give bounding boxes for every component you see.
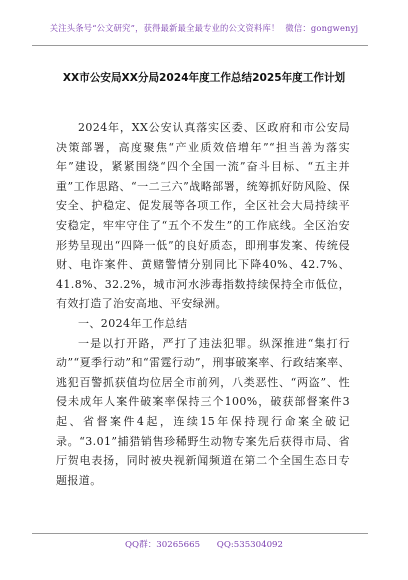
footer-contacts [0,538,408,550]
section-heading: 一、2024年工作总结 [78,316,188,330]
section-paragraph: 一是以打开路，严打了违法犯罪。纵深推进“集打行动”“夏季行动”和“雷霆行动”，刑事破案率、行政结案率、逃犯百警抓获值均位居全市前列，八类恶性、“两盗”、性侵未成年人案件破案率保持三个100%，破获部督案件3起、省督案件4起，连续15年保持现行命案全破记录。“3.01”捕猎销售珍稀野生动物专案先后获得市局、省厅贺电表扬，同时被央视新闻频道在第二个全国生态日专题报道。 [56,336,350,487]
promo-banner [0,22,408,34]
document-title: XX市公安局XX分局2024年度工作总结2025年度工作计划 [62,72,346,84]
qq-number: QQ:535304092 [216,540,283,550]
header-divider [32,45,368,46]
qq-group-number: QQ群：30265665 [125,540,201,550]
footer-divider [32,533,368,534]
intro-paragraph: 2024年，XX公安认真落实区委、区政府和市公安局决策部署，高度聚焦“产业质效倍增年”“担当善为落实年”建设，紧紧围绕“四个全国一流”奋斗目标、“五主并重”工作思路、“一二三六”战略部署，统筹抓好防风险、保安全、护稳定、促发展等各项工作，全区社会大局持续平安稳定，牢牢守住了“五个不发生”的工作底线。全区治安形势呈现出“四降一低”的良好质态，即刑事发案、传统侵财、电诈案件、黄赌警情分别同比下降40%、42.7%、41.8%、32.2%，城市河水涉毒指数持续保持全市低位，有效打造了治安高地、平安绿洲。 [56,121,350,311]
document-body [56,118,350,490]
promo-banner-text: 关注头条号“公文研究”，获得最新最全最专业的公文资料库！ [49,23,280,33]
wechat-contact: 微信：gongwenyj [285,23,359,33]
